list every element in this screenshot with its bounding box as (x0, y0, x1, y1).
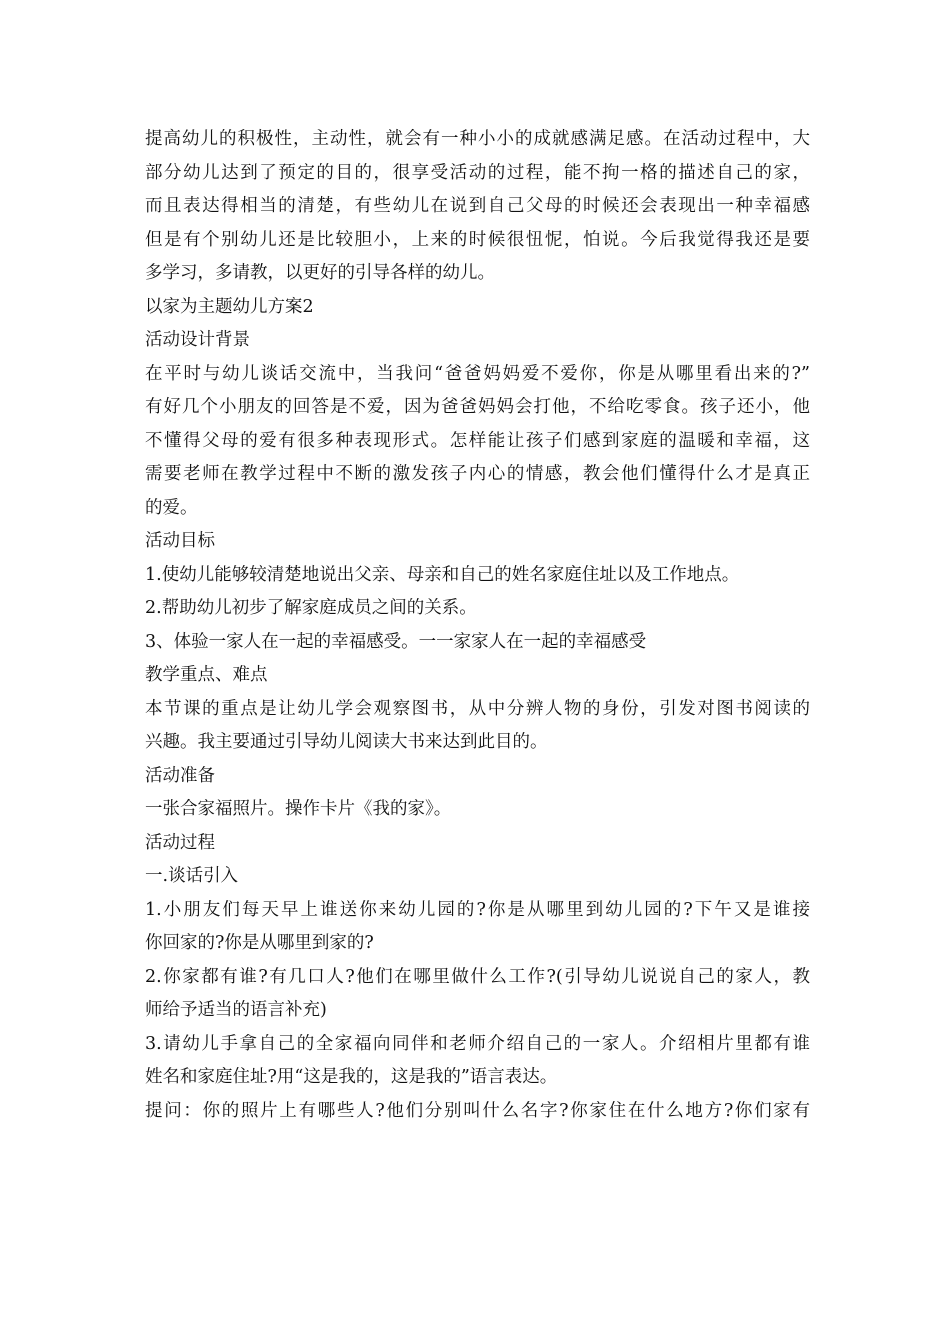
text-line: 2.帮助幼儿初步了解家庭成员之间的关系。 (145, 598, 477, 618)
text-line: 提高幼儿的积极性，主动性，就会有一种小小的成就感满足感。在活动过程中，大 (145, 129, 810, 149)
text-line: 师给予适当的语言补充) (145, 1000, 327, 1020)
text-line: 3、体验一家人在一起的幸福感受。一一家家人在一起的幸福感受 (145, 631, 647, 652)
document-body (145, 124, 810, 1129)
text-line: 1.小朋友们每天早上谁送你来幼儿园的?你是从哪里到幼儿园的?下午又是谁接 (145, 899, 810, 920)
text-line: 多学习，多请教，以更好的引导各样的幼儿。 (145, 263, 495, 283)
text-line: 一.谈话引入 (145, 866, 239, 886)
text-line: 部分幼儿达到了预定的目的，很享受活动的过程，能不拘一格的描述自己的家， (145, 162, 810, 183)
text-line: 2.你家都有谁?有几口人?他们在哪里做什么工作?(引导幼儿说说自己的家人，教 (145, 966, 810, 987)
text-line: 你回家的?你是从哪里到家的? (145, 933, 374, 953)
text-line: 活动准备 (145, 765, 215, 786)
text-line: 但是有个别幼儿还是比较胆小，上来的时候很忸怩，怕说。今后我觉得我还是要 (145, 229, 810, 250)
text-line: 在平时与幼儿谈话交流中，当我问“爸爸妈妈爱不爱你，你是从哪里看出来的?” (145, 363, 810, 384)
text-line: 而且表达得相当的清楚，有些幼儿在说到自己父母的时候还会表现出一种幸福感 (145, 196, 810, 216)
text-line: 需要老师在教学过程中不断的激发孩子内心的情感，教会他们懂得什么才是真正 (145, 464, 810, 484)
text-line: 兴趣。我主要通过引导幼儿阅读大书来达到此目的。 (145, 732, 548, 752)
text-line: 提问：你的照片上有哪些人?他们分别叫什么名字?你家住在什么地方?你们家有 (145, 1100, 810, 1121)
text-line: 3.请幼儿手拿自己的全家福向同伴和老师介绍自己的一家人。介绍相片里都有谁 (145, 1033, 810, 1054)
text-line: 有好几个小朋友的回答是不爱，因为爸爸妈妈会打他，不给吃零食。孩子还小，他 (145, 397, 810, 417)
text-line: 以家为主题幼儿方案2 (145, 296, 314, 317)
text-line: 不懂得父母的爱有很多种表现形式。怎样能让孩子们感到家庭的温暖和幸福，这 (145, 430, 810, 451)
text-line: 活动过程 (145, 832, 215, 853)
text-line: 姓名和家庭住址?用“这是我的，这是我的”语言表达。 (145, 1067, 558, 1087)
text-line: 活动目标 (145, 531, 215, 551)
text-line: 教学重点、难点 (145, 665, 268, 685)
text-line: 活动设计背景 (145, 330, 250, 350)
text-line: 1.使幼儿能够较清楚地说出父亲、母亲和自己的姓名家庭住址以及工作地点。 (145, 564, 740, 585)
text-line: 本节课的重点是让幼儿学会观察图书，从中分辨人物的身份，引发对图书阅读的 (145, 698, 810, 719)
text-line: 一张合家福照片。操作卡片《我的家》。 (145, 799, 452, 819)
text-line: 的爱。 (145, 497, 198, 518)
